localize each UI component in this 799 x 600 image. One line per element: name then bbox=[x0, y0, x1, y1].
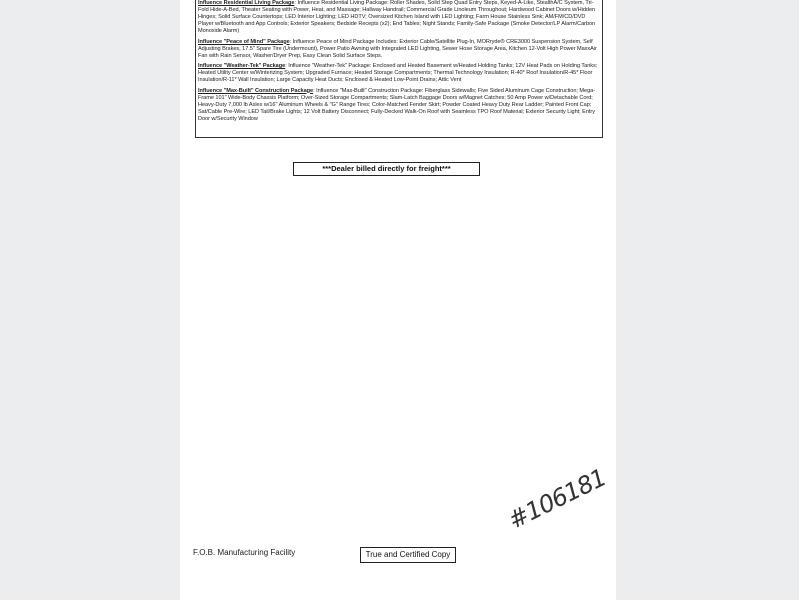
package-description: : Influence "Weather-Tek" Package: Enclosed and Heated Basement w/Heated Holding Tanks; 12V Heat Pads on Holding Tanks; Heated Utility Center w/Winterizing System; Upgraded Furnace; Heated Storage Compartments; Thermal Technology Insulation; R-40* Roof Insulation/R-45* Floor Insulation/R-11* Wall Insulation; Large Capacity Heat Ducts; Enclosed & Heated Low-Point Drains; Attic Vent bbox=[198, 63, 598, 83]
package-residential-living bbox=[198, 0, 599, 35]
package-description: : Influence Residential Living Package: Roller Shades, Solid Step Quad Entry Steps, Keyed-A-Like, StealthA/C System, Tri-Fold Hide-A-Bed, Theater Seating with Power, Heat, and Massage; Hallway Handrail; Commercial Grade Linoleum Throughout; Hardwood Cabinet Doors w/Hidden Hinges; Solid Surface Countertops; LED Interior Lighting; LED HDTV; Oversized Kitchen Island with LED Lighting; Farm House Stainless Sink; AM/FM/CD/DVD Player w/Bluetooth and App Controls; Exterior Speakers; Bedside Recepts (x2); End Tables; Night Stands; Family-Safe Package (Smoke Detector/LP Alarm/Carbon Monoxide Alarm) bbox=[198, 0, 596, 34]
package-peace-of-mind bbox=[198, 39, 599, 60]
certified-copy-stamp: True and Certified Copy bbox=[360, 547, 456, 563]
package-title: Influence Residential Living Package bbox=[198, 0, 295, 6]
package-weather-tek bbox=[198, 63, 599, 84]
package-max-built bbox=[198, 88, 599, 123]
freight-notice: ***Dealer billed directly for freight*** bbox=[293, 162, 480, 176]
document-page bbox=[180, 0, 616, 600]
package-title: Influence "Max-Built" Construction Package bbox=[198, 87, 314, 94]
package-title: Influence "Weather-Tek" Package bbox=[198, 63, 286, 69]
package-list-box bbox=[195, 0, 603, 138]
handwritten-stock-number: #106181 bbox=[503, 463, 611, 535]
package-title: Influence "Peace of Mind" Package bbox=[198, 38, 290, 45]
fob-label: F.O.B. Manufacturing Facility bbox=[193, 548, 296, 557]
package-description: : Influence "Max-Built" Construction Package: Fiberglass Sidewalls; Five Sided Aluminum Cage Construction; Mega-Frame 101" Wide-Body Chassis Platform; Over-Sized Storage Compartments; Slam-Latch Baggage Doors w/Magnet Catches; 50 Amp Power w/Detachable Cord; Heavy-Duty 7,000 lb Axles w/16" Aluminum Wheels & "G" Range Tires; Color-Matched Fender Skirt; Powder Coated Heavy Duty Rear Ladder; Painted Front Cap; Sat/Cable Pre-Wire; LED Tail/Brake Lights; 12 Volt Battery Disconnect; Fully-Decked Walk-On Roof with Seamless TPO Roof Material; Exterior Security Light; Entry Door w/Security Window bbox=[198, 87, 596, 122]
package-description: : Influence Peace of Mind Package Includes: Exterior Cable/Satellite Plug-In, MORryde® CRE3000 Suspension System, Self Adjusting Brakes, 17.5" Spare Tire (Undermount), Power Patio Awning with Integrated LED Lighting, Sewer Hose Storage Area, Kitchen 12-Volt High Power MaxxAir Fan with Rain Sensor, Washer/Dryer Prep, Easy Clean Solid Surface Steps. bbox=[198, 38, 597, 59]
